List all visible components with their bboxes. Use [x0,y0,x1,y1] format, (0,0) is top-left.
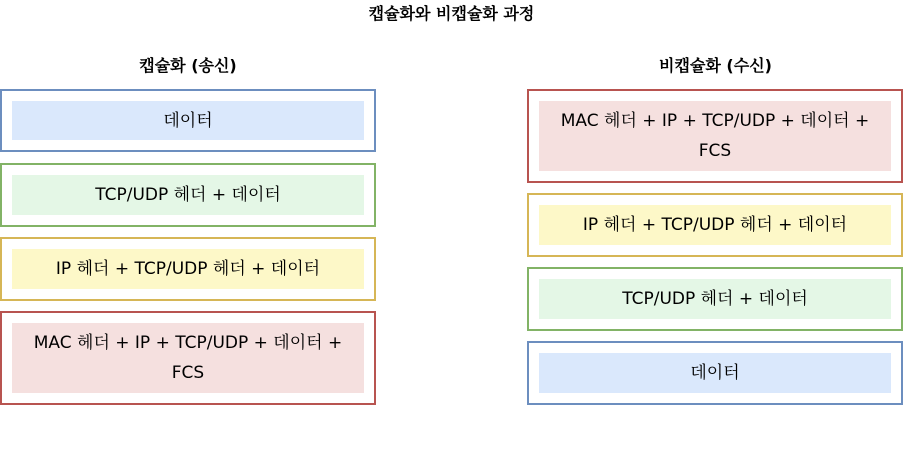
encap-box-network [0,237,376,301]
encap-box-data-label: 데이터 [12,101,364,140]
encap-box-transport [0,163,376,227]
encapsulation-heading: 캡슐화 (송신) [139,56,237,75]
decap-box-datalink [527,89,903,183]
encap-box-transport-label: TCP/UDP 헤더 + 데이터 [12,175,364,215]
decap-box-data [527,341,903,405]
encap-box-data [0,89,376,152]
encap-box-network-label: IP 헤더 + TCP/UDP 헤더 + 데이터 [12,249,364,289]
decapsulation-heading: 비캡슐화 (수신) [659,56,772,75]
decap-box-transport [527,267,903,331]
encap-box-datalink [0,311,376,405]
encap-box-datalink-label: MAC 헤더 + IP + TCP/UDP + 데이터 + FCS [12,323,364,393]
decap-box-network [527,193,903,257]
decap-box-transport-label: TCP/UDP 헤더 + 데이터 [539,279,891,319]
decap-box-network-label: IP 헤더 + TCP/UDP 헤더 + 데이터 [539,205,891,245]
diagram-title: 캡슐화와 비캡슐화 과정 [368,4,535,23]
decap-box-data-label: 데이터 [539,353,891,393]
decap-box-datalink-label: MAC 헤더 + IP + TCP/UDP + 데이터 + FCS [539,101,891,171]
